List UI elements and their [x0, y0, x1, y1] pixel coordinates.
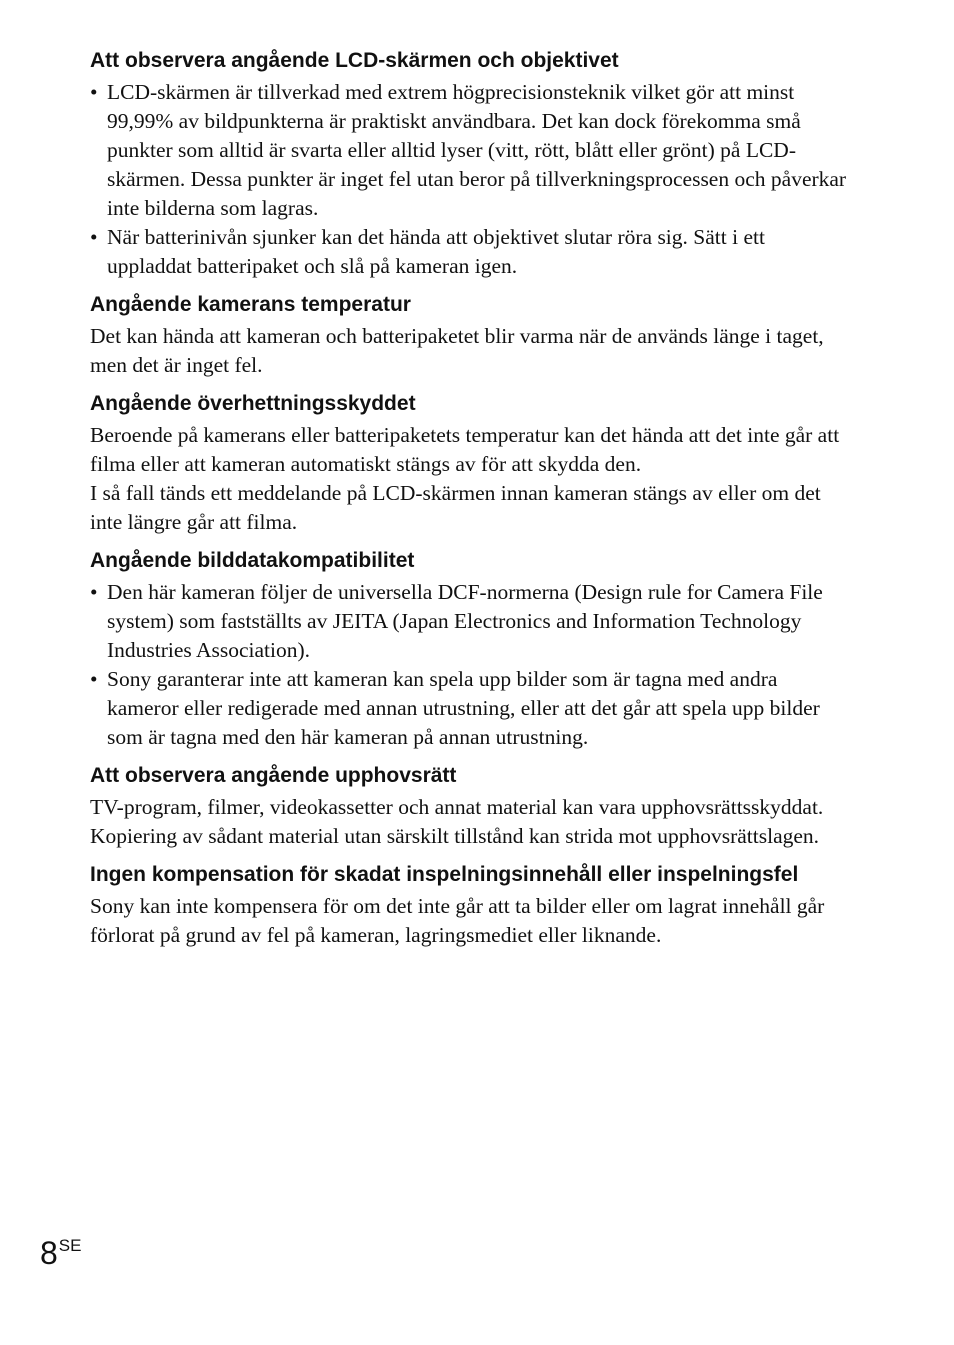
- list-item: [90, 665, 850, 752]
- document-body: [90, 47, 850, 960]
- list-item-text: När batterinivån sjunker kan det hända att objektivet slutar röra sig. Sätt i ett uppladdat batteripaket och slå på kameran igen.: [107, 225, 765, 278]
- paragraph: I så fall tänds ett meddelande på LCD-skärmen innan kameran stängs av eller om det inte längre går att filma.: [90, 481, 821, 534]
- section-lcd-and-lens: [90, 47, 850, 281]
- bullet-icon: •: [90, 580, 98, 604]
- section-no-compensation: [90, 861, 850, 950]
- list-item-text: Den här kameran följer de universella DCF-normerna (Design rule for Camera File system) som fastställts av JEITA (Japan Electronics and Information Technology Industries Association).: [107, 580, 823, 662]
- bullet-list: [90, 578, 850, 752]
- section-heading: Att observera angående upphovsrätt: [90, 764, 457, 787]
- list-item: [90, 578, 850, 665]
- section-heading: Ingen kompensation för skadat inspelningsinnehåll eller inspelningsfel: [90, 863, 799, 886]
- paragraph: TV-program, filmer, videokassetter och annat material kan vara upphovsrättsskyddat. Kopiering av sådant material utan särskilt tillstånd kan strida mot upphovsrättslagen.: [90, 795, 824, 848]
- bullet-list: [90, 78, 850, 281]
- section-heading: Angående kamerans temperatur: [90, 293, 411, 316]
- bullet-icon: •: [90, 225, 98, 249]
- list-item-text: LCD-skärmen är tillverkad med extrem högprecisionsteknik vilket gör att minst 99,99% av bildpunkterna är praktiskt användbara. Det kan dock förekomma små punkter som alltid är svarta eller alltid lyser (vitt, rött, blått eller grönt) på LCD-skärmen. Dessa punkter är inget fel utan beror på tillverkningsprocessen och påverkar inte bilderna som lagras.: [107, 80, 847, 220]
- paragraph: Sony kan inte kompensera för om det inte går att ta bilder eller om lagrat innehåll går förlorat på grund av fel på kameran, lagringsmediet eller liknande.: [90, 894, 825, 947]
- bullet-icon: •: [90, 80, 98, 104]
- page-number-value: 8: [40, 1235, 58, 1271]
- section-heading: Angående överhettningsskyddet: [90, 392, 416, 415]
- page-number-suffix: SE: [58, 1236, 82, 1255]
- page-number: [40, 1233, 81, 1273]
- section-camera-temperature: [90, 291, 850, 380]
- section-heading: Angående bilddatakompatibilitet: [90, 549, 415, 572]
- section-copyright: [90, 762, 850, 851]
- list-item: [90, 78, 850, 223]
- paragraph: Det kan hända att kameran och batteripaketet blir varma när de används länge i taget, men det är inget fel.: [90, 324, 824, 377]
- section-image-data-compatibility: [90, 547, 850, 752]
- list-item: [90, 223, 850, 281]
- section-overheat-protection: [90, 390, 850, 537]
- bullet-icon: •: [90, 667, 98, 691]
- section-heading: Att observera angående LCD-skärmen och objektivet: [90, 49, 619, 72]
- paragraph: Beroende på kamerans eller batteripaketets temperatur kan det hända att det inte går att filma eller att kameran automatiskt stängs av för att skydda den.: [90, 423, 840, 476]
- list-item-text: Sony garanterar inte att kameran kan spela upp bilder som är tagna med andra kameror eller redigerade med annan utrustning, eller att det går att spela upp bilder som är tagna med den här kameran på annan utrustning.: [107, 667, 820, 749]
